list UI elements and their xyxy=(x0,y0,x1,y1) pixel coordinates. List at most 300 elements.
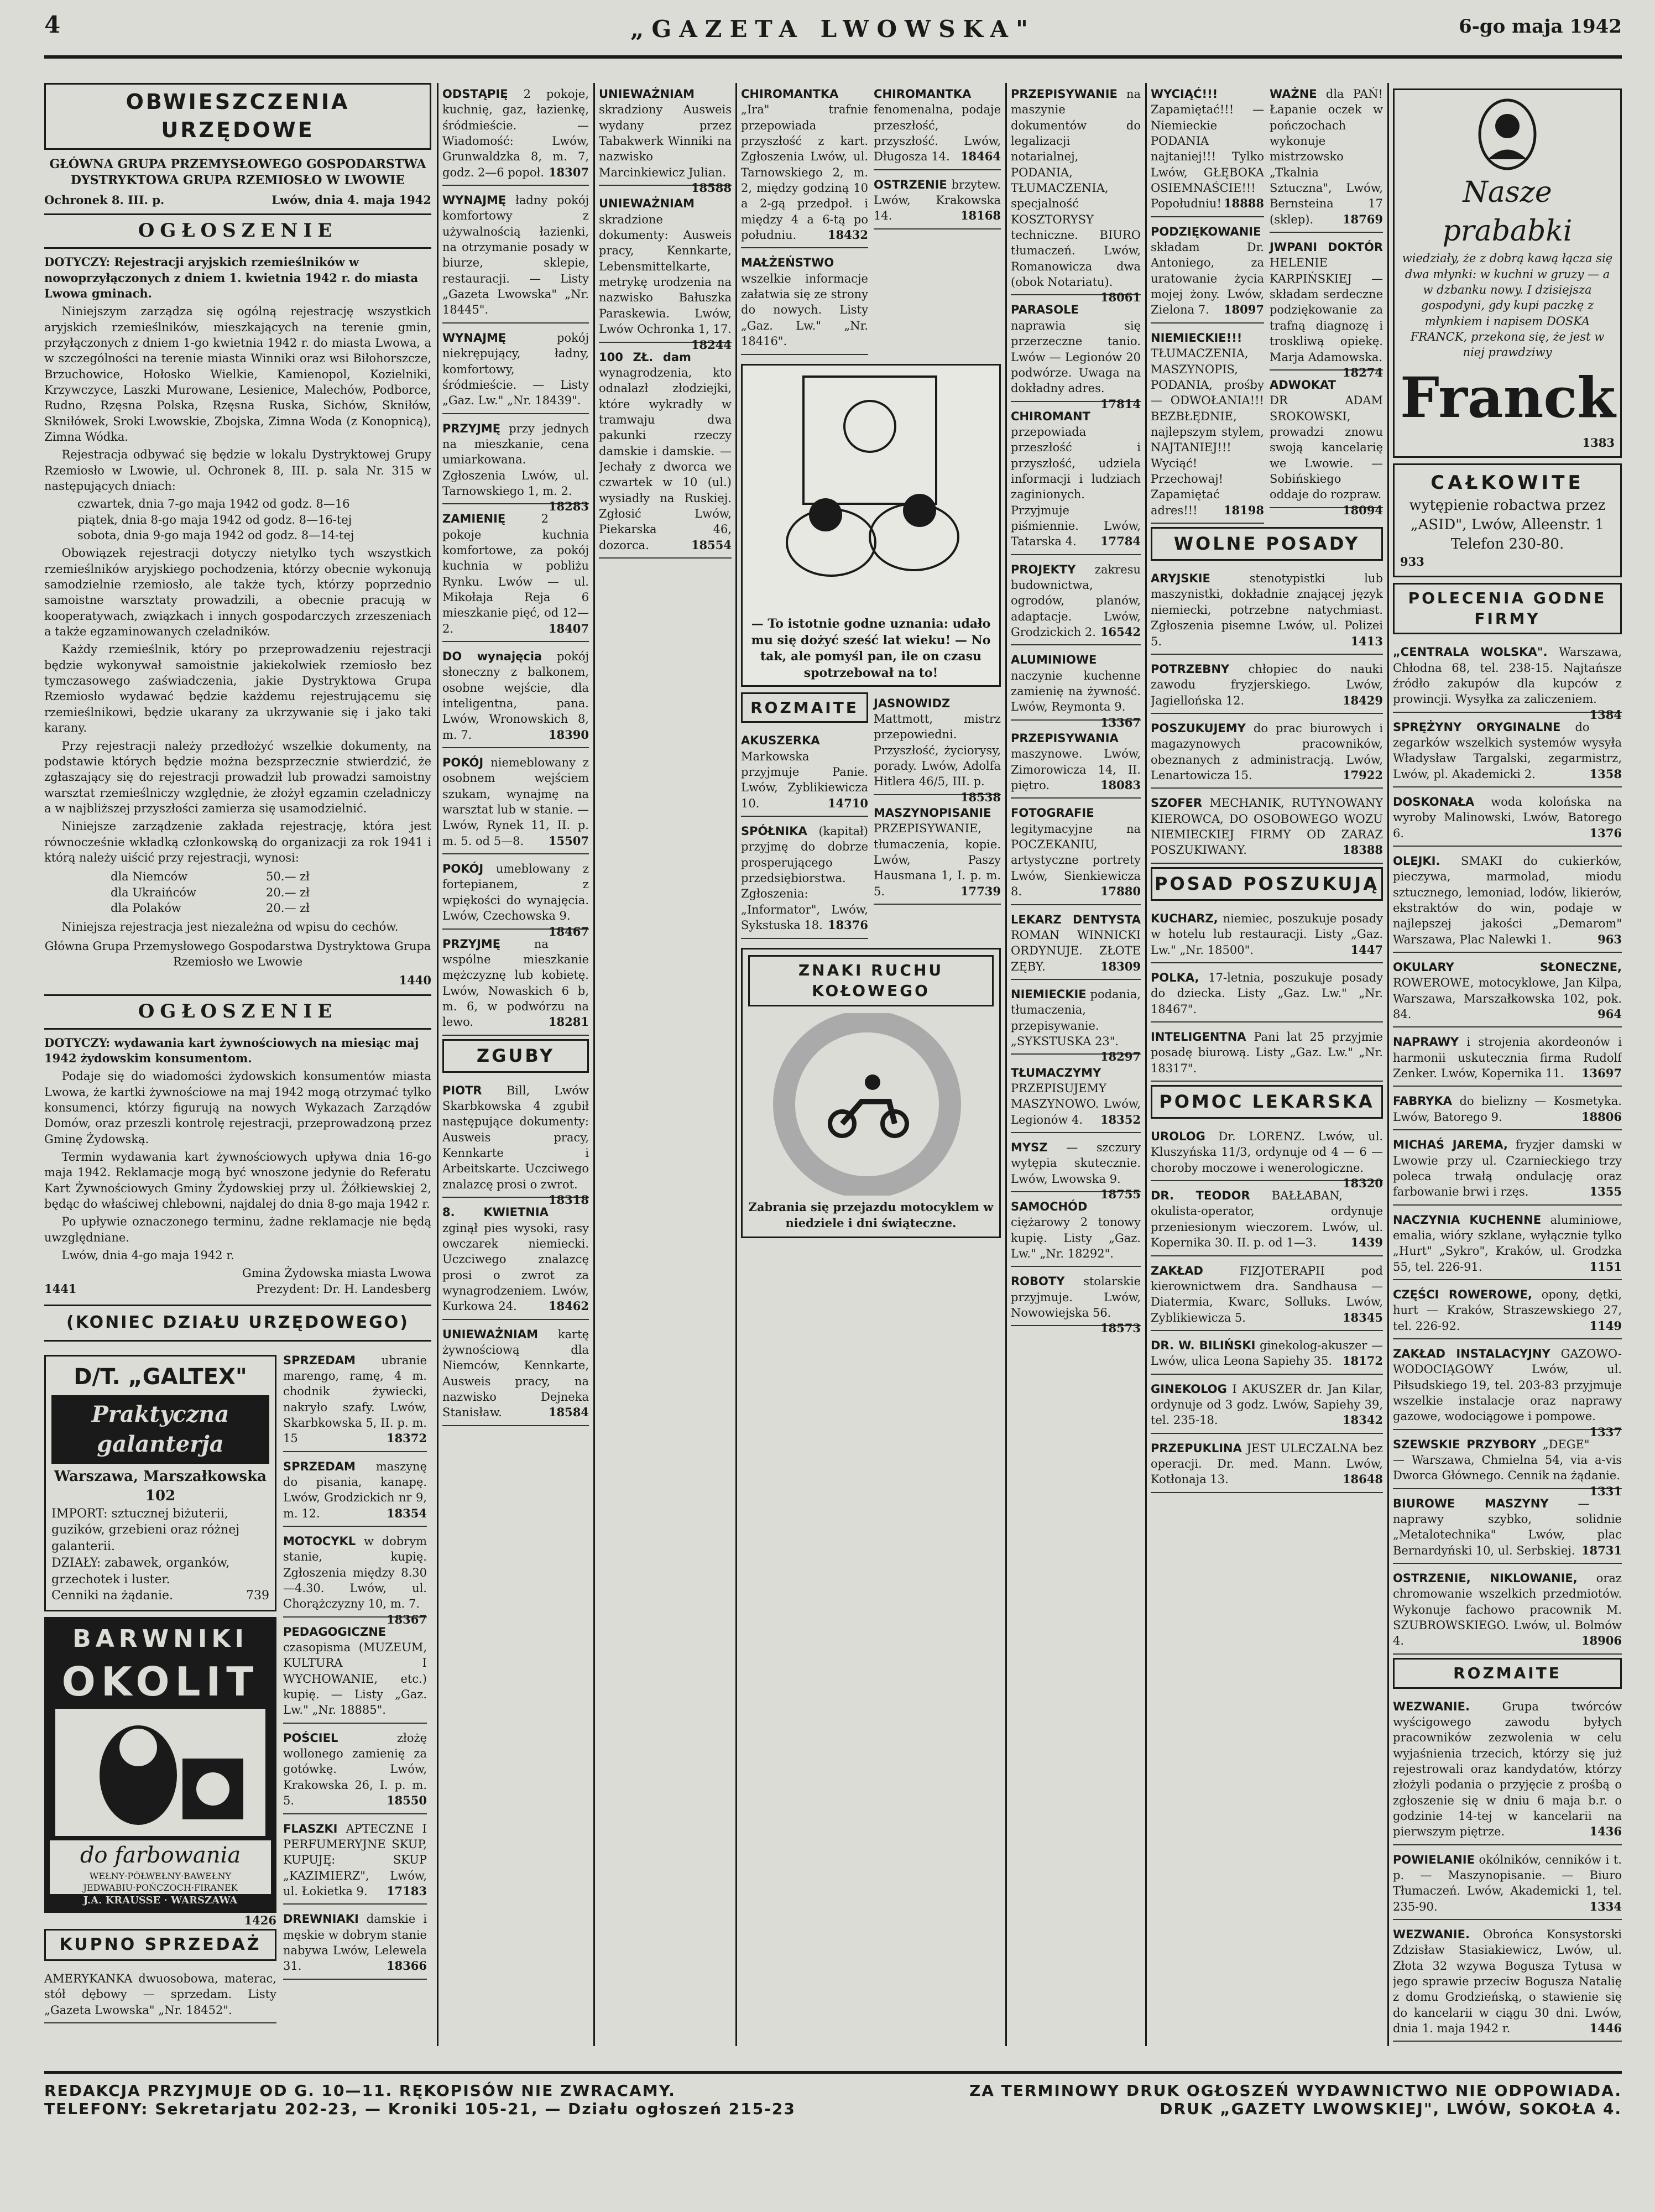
ad-number: 18467 xyxy=(548,924,589,938)
classified-ad xyxy=(442,189,589,324)
classified-ad xyxy=(1151,1378,1383,1434)
ad-text: 2 pokoje, kuchnię, gaz, łazienkę, śródmieście. — Wiadomość: Lwów, Grunwaldzka 8, m. 7, godz. 2—6 popoł. xyxy=(442,87,589,179)
ad-lead: MYSZ xyxy=(1011,1140,1048,1154)
classified-ad xyxy=(1151,1334,1383,1375)
galtex-departments: DZIAŁY: zabawek, organków, grzechotek i luster. xyxy=(51,1556,230,1587)
classified-ad xyxy=(1393,1209,1622,1280)
ad-lead: PRZEPISYWANIE xyxy=(1011,87,1118,101)
ad-number: 18198 xyxy=(1223,503,1264,517)
ad-lead: DOSKONAŁA xyxy=(1393,795,1475,808)
ad-number: 18755 xyxy=(1100,1187,1141,1201)
ad-lead: PRZYJMĘ xyxy=(442,421,501,435)
notice-place-date: Lwów, dnia 4. maja 1942 xyxy=(272,192,431,207)
ad-lead: ALUMINIOWE xyxy=(1011,653,1097,667)
galtex-number: 739 xyxy=(246,1589,269,1603)
okolit-brand: OKOLIT xyxy=(61,1658,259,1705)
ad-number: 18354 xyxy=(386,1506,427,1520)
ad-number: 18388 xyxy=(1342,843,1383,857)
classified-ad xyxy=(1393,1923,1622,2042)
ad-number: 1446 xyxy=(1589,2021,1622,2036)
ad-text: niemeblowany z osobnem wejściem szukam, wynajmę na warsztat lub w stanie. — Lwów, Rynek 11, II. p. m. 5. od 5—8. xyxy=(442,756,589,848)
ad-number: 18309 xyxy=(1100,959,1141,973)
columns xyxy=(44,83,1622,2046)
fee-amount: 50.— zł xyxy=(266,870,310,884)
ad-number: 1149 xyxy=(1589,1318,1622,1333)
ad-text: ginekolog-akuszer — Lwów, ulica Leona Sapiehy 35. xyxy=(1151,1338,1383,1368)
ad-text: zginął pies wysoki, rasy owczarek niemiecki. Uczciwego znalazcę prosi o zwrot za wynagrodzeniem. Lwów, Kurkowa 24. xyxy=(442,1221,589,1313)
ad-text: PRZEPISYWANIE, tłumaczenia, kopie. Lwów, Paszy Hausmana 1, I. p. m. 5. xyxy=(874,822,1001,898)
ad-text: do prac biurowych i magazynowych pracowników, obeznanych z administracją. Lwów, Lenartowicza 15. xyxy=(1151,721,1383,782)
ad-text: 17-letnia, poszukuje posady do dziecka. Listy „Gaz. Lw." „Nr. 18467". xyxy=(1151,971,1383,1016)
classified-ad xyxy=(599,83,732,195)
notice-title: OGŁOSZENIE xyxy=(44,213,431,249)
page-number: 4 xyxy=(44,11,61,38)
classified-ad xyxy=(283,1455,427,1527)
ad-text: PRZEPISUJEMY MASZYNOWO. Lwów, Legionów 4. xyxy=(1011,1081,1141,1126)
ad-lead: CZĘŚCI ROWEROWE, xyxy=(1393,1287,1532,1301)
classified-ad xyxy=(442,418,589,514)
ad-number: 18083 xyxy=(1100,778,1141,792)
ad-number: 1358 xyxy=(1589,766,1622,781)
ad-text: czasopisma (MUZEUM, KULTURA I WYCHOWANIE, etc.) kupię. — Listy „Gaz. Lw." „Nr. 18885". xyxy=(283,1641,427,1717)
ad-lead: 100 ZŁ. dam xyxy=(599,350,691,364)
ad-number: 18297 xyxy=(1100,1050,1141,1064)
galtex-company: D/T. „GALTEX" xyxy=(74,1364,247,1390)
section-header-lost: ZGUBY xyxy=(442,1039,589,1073)
ad-text: oraz chromowanie wszelkich przedmiotów. Wykonuje fachowo pracownik M. SZUBROWSKIEGO. Lwów, ul. Bolmów 4. xyxy=(1393,1572,1622,1648)
classified-ad xyxy=(1393,1343,1622,1439)
page-footer xyxy=(44,2071,1622,2135)
ad-number: 18372 xyxy=(386,1431,427,1446)
notice-paragraph: Podaje się do wiadomości żydowskich konsumentów miasta Lwowa, że kartki żywnościowe na maj 1942 mogą otrzymać tylko konsumenci, którzy figurują na nowych Wykazach Zarządów Domów, oraz przeszli kontrolę rejestracji, przeprowadzoną przez Gminę Żydowską. xyxy=(44,1070,431,1146)
classified-ad xyxy=(1393,1849,1622,1920)
ad-lead: ODSTĄPIĘ xyxy=(442,87,508,101)
ad-text: Warszawa, Chłodna 68, tel. 238-15. Najtańsze źródło zakupów dla kupców z prowincji. Wysyłka za zaliczeniem. xyxy=(1393,645,1622,706)
ad-text: SMAKI do cukierków, pieczywa, marmolad, miodu sztucznego, lemoniad, lodów, likierów, ekstraktów do win, podaje w najlepszej jakości „Demarom" Warszawa, Plac Nalewki 1. xyxy=(1393,854,1622,946)
asid-ad xyxy=(1393,463,1622,577)
classified-ad xyxy=(1011,649,1141,729)
ad-text: naprawia się przerzeczne tanio. Lwów — Legionów 20 podwórze. Uwaga na dokładny adres. xyxy=(1011,319,1141,395)
notice-number: 1440 xyxy=(399,973,431,988)
footer-phones: TELEFONY: Sekretarjatu 202-23, — Kroniki 105-21, — Działu ogłoszeń 215-23 xyxy=(44,2100,796,2118)
classified-ad xyxy=(1393,641,1622,722)
galtex-address: Warszawa, Marszałkowska 102 xyxy=(54,1468,267,1504)
notice-paragraph: Termin wydawania kart żywnościowych upływa dnia 16-go maja 1942. Reklamacje mogą być wnoszone jedynie do Referatu Kart Żywnościowych Gminy Żydowskiej przy ul. Żółkiewskiej 2, będąc do właściwej chlebowni, najdalej do dnia 8-go maja 1942 r. xyxy=(44,1150,431,1211)
notice-paragraph: Każdy rzemieślnik, który po przeprowadzeniu rejestracji będzie wykonywał samoistnie jakiekolwiek rzemiosło bez tymczasowego zaświadczenia, jakie Dystryktowa Grupa Rzemiosło wydawać będzie każdemu rejestrującemu się rzemieślnikowi, będzie ukarany za ukrzywanie się i jako taki karany. xyxy=(44,643,431,735)
classified-ad xyxy=(442,858,589,938)
classified-ad xyxy=(1011,802,1141,905)
ad-lead: POLKA, xyxy=(1151,971,1199,984)
ad-number: 18274 xyxy=(1342,365,1383,379)
classified-ad xyxy=(1393,1433,1622,1498)
portrait-medallion-icon xyxy=(1474,96,1541,173)
ad-lead: SAMOCHÓD xyxy=(1011,1200,1088,1213)
column-2 xyxy=(442,83,589,2046)
ad-text: MECHANIK, RUTYNOWANY KIEROWCA, DO OSOBOWEGO WOZU NIEMIECKIEJ FIRMY OD ZARAZ POSZUKIWANY. xyxy=(1151,796,1383,857)
ad-number: 1439 xyxy=(1350,1235,1383,1250)
classified-ad xyxy=(599,189,732,352)
ad-text: woda kolońska na wyroby Malinowski, Lwów, Batorego 6. xyxy=(1393,795,1622,840)
classified-ad xyxy=(442,1201,589,1319)
column-5 xyxy=(1011,83,1141,2046)
ad-number: 18097 xyxy=(1223,302,1264,317)
asid-headline: CAŁKOWITE xyxy=(1430,472,1584,494)
organization-name: GŁÓWNA GRUPA PRZEMYSŁOWEGO GOSPODARSTWA DYSTRYKTOWA GRUPA RZEMIOSŁO W LWOWIE xyxy=(49,156,426,188)
ad-text: stolarskie przyjmuje. Lwów, Nowowiejska 56. xyxy=(1011,1275,1141,1320)
ad-text: niemiec, poszukuje posady w hotelu lub restauracji. Listy „Gaz. Lw." „Nr. 18500". xyxy=(1151,911,1383,957)
classified-ad xyxy=(442,752,589,854)
classified-ad xyxy=(874,799,1001,905)
ad-text: do bielizny — Kosmetyka. Lwów, Batorego 9. xyxy=(1393,1094,1622,1124)
ad-number: 18648 xyxy=(1342,1472,1383,1486)
ad-lead: POWIELANIE xyxy=(1393,1853,1475,1866)
ad-number: 18367 xyxy=(386,1612,427,1626)
classified-ad xyxy=(1011,299,1141,411)
classified-ad xyxy=(1270,83,1383,233)
ad-text: Dr. LORENZ. Lwów, ul. Kluszyńska 11/3, ordynuje od 4 — 6 — choroby moczowe i wenerologiczne. xyxy=(1151,1130,1383,1175)
classified-ad xyxy=(283,1727,427,1814)
galtex-slogan: Praktyczna galanterja xyxy=(51,1395,269,1464)
ad-text: pokój słoneczny z balkonem, osobne wejście, dla inteligentna, pana. Lwów, Wronowskich 8, m. 7. xyxy=(442,650,589,742)
ad-number: 18318 xyxy=(548,1193,589,1207)
ad-number: 963 xyxy=(1597,932,1622,946)
ad-lead: 8. KWIETNIA xyxy=(442,1206,549,1219)
classified-ad xyxy=(442,508,589,642)
classified-ad xyxy=(1151,907,1383,963)
classified-ad xyxy=(1393,1284,1622,1339)
ad-number: 18345 xyxy=(1342,1310,1383,1324)
ad-number: 18462 xyxy=(548,1299,589,1313)
ad-text: skradzione dokumenty: Ausweis pracy, Kennkarte, Lebensmittelkarte, metrykę urodzenia na nazwisko Bałuszka Paraskewia. Lwów, Lwów Ochronka 1, 17. xyxy=(599,212,732,336)
notice-paragraph: Niniejsza rejestracja jest niezależna od wpisu do cechów. xyxy=(61,920,399,934)
ad-number: 18342 xyxy=(1342,1413,1383,1427)
ad-text: damskie i męskie w dobrym stanie nabywa Lwów, Lelewela 31. xyxy=(283,1912,427,1973)
ad-text: Bill, Lwów Skarbkowska 4 zgubił następujące dokumenty: Ausweis pracy, Kennkarte i Arbeitskarte. Uczciwego znalazcę prosi o zwrot. xyxy=(442,1083,589,1191)
classified-ad xyxy=(1151,1437,1383,1493)
section-header-medical: POMOC LEKARSKA xyxy=(1151,1085,1383,1119)
ad-lead: OSTRZENIE xyxy=(874,178,947,191)
footer-disclaimer: ZA TERMINOWY DRUK OGŁOSZEŃ WYDAWNICTWO NIE ODPOWIADA. xyxy=(969,2081,1622,2100)
classified-ad xyxy=(1011,83,1141,305)
ad-text: ROWEROWE, motocyklowe, Jan Kilpa, Warszawa, Marszałkowska 102, pok. 84. xyxy=(1393,976,1622,1021)
okolit-maker: J.A. KRAUSSE · WARSZAWA xyxy=(83,1894,238,1906)
ad-text: podania, tłumaczenia, przepisywanie. „SYKSTUSKA 23". xyxy=(1011,987,1141,1048)
notice-signature: Gmina Żydowska miasta Lwowa xyxy=(242,1266,431,1280)
classified-ad xyxy=(741,83,868,248)
classified-ad xyxy=(1011,1058,1141,1133)
classified-ad xyxy=(442,1079,589,1207)
footer-printer: DRUK „GAZETY LWOWSKIEJ", LWÓW, SOKOŁA 4. xyxy=(1160,2100,1622,2118)
ad-lead: NACZYNIA KUCHENNE xyxy=(1393,1213,1542,1227)
classified-ad xyxy=(1393,1567,1622,1655)
classified-ad xyxy=(283,1349,427,1452)
classified-ad xyxy=(874,83,1001,170)
ad-lead: WAŻNE xyxy=(1270,87,1317,101)
ad-text: maszynę do pisania, kanapę. Lwów, Grodzickich nr 9, m. 12. xyxy=(283,1459,427,1520)
classified-ad xyxy=(1151,1026,1383,1082)
okolit-number: 1426 xyxy=(244,1913,276,1928)
section-header-misc: ROZMAITE xyxy=(741,692,868,723)
cartoon-caption: — To istotnie godne uznania: udało mu się dożyć sześć lat wieku! — No tak, ale pomyśl pan, ile on czasu spotrzebował na to! xyxy=(751,616,991,680)
ad-lead: MAŁŻEŃSTWO xyxy=(741,256,834,270)
registration-day: sobota, dnia 9-go maja 1942 od godz. 8—14-tej xyxy=(77,529,354,542)
ad-number: 18281 xyxy=(548,1015,589,1029)
ad-lead: ADWOKAT xyxy=(1270,378,1336,392)
column-6 xyxy=(1151,83,1383,2046)
ad-lead: POSZUKUJEMY xyxy=(1151,721,1246,735)
ad-lead: TŁUMACZYMY xyxy=(1011,1066,1101,1079)
ad-lead: NIEMIECKIE!!! xyxy=(1151,331,1242,345)
classified-ad xyxy=(1151,1185,1383,1256)
ad-lead: WYNAJMĘ xyxy=(442,194,507,207)
ad-number: 18172 xyxy=(1342,1354,1383,1368)
classified-ad xyxy=(1011,1196,1141,1267)
franck-ad xyxy=(1393,88,1622,458)
ad-lead: WYCIĄĆ!!! xyxy=(1151,87,1218,101)
ad-text: — naprawy szybko, solidnie „Metalotechnika" Lwów, plac Bernardyński 10, ul. Serbskiej. xyxy=(1393,1496,1622,1557)
ad-number: 964 xyxy=(1597,1007,1622,1021)
classified-ad xyxy=(1393,1695,1622,1845)
ad-lead: PODZIĘKOWANIE xyxy=(1151,225,1261,238)
ad-lead: AKUSZERKA xyxy=(741,734,820,748)
ad-text: skradziony Ausweis wydany przez Tabakwerk Winniki na nazwisko Marcinkiewicz Julian. xyxy=(599,103,732,179)
ad-text: na maszynie dokumentów do legalizacji notarialnej, PODANIA, TŁUMACZENIA, specjalność KOSZTORYSY techniczne. BIURO tłumaczeń. Lwów, Romanowicza dwa (obok Notariatu). xyxy=(1011,87,1141,289)
ad-text: stenotypistki lub maszynistki, dokładnie znającej język niemiecki, potrzebne natychmiast. Zgłoszenia pisemne Lwów, ul. Polizei 5. xyxy=(1151,572,1383,648)
registration-day: piątek, dnia 8-go maja 1942 od godz. 8—16-tej xyxy=(77,513,352,526)
classified-ad xyxy=(741,252,868,354)
franck-text: wiedziały, że z dobrą kawą łącza się dwa młynki: w kuchni w gruzy — a w dzbanku nowy. I dzisiejsza gospodyni, gdy kupi paczkę z młynkiem i napisem DOSKA FRANCK, przekona się, że jest w niej prawdziwy xyxy=(1402,252,1613,359)
classified-ad xyxy=(1151,658,1383,714)
ad-text: Markowska przyjmuje Panie. Lwów, Zyblikiewicza 10. xyxy=(741,749,868,810)
ad-text: w dobrym stanie, kupię. Zgłoszenia między 8.30—4.30. Lwów, ul. Chorążczyzny 10, m. 7. xyxy=(283,1535,427,1611)
ad-text: chłopiec do nauki zawodu fryzjerskiego. Lwów, Jagiellońska 12. xyxy=(1151,662,1383,707)
ad-text: przepowiada przeszłość i przyszłość, udziela informacji i ludziach zaginionych. Przyjmuje piśmiennie. Lwów, Tatarska 4. xyxy=(1011,425,1141,549)
section-header-official: OBWIESZCZENIA URZĘDOWE xyxy=(44,83,431,150)
ad-lead: UNIEWAŻNIAM xyxy=(442,1327,539,1341)
ad-text: opony, dętki, hurt — Kraków, Straszewskiego 27, tel. 226-92. xyxy=(1393,1287,1622,1333)
ad-lead: DR. W. BILIŃSKI xyxy=(1151,1338,1256,1352)
ad-number: 18320 xyxy=(1342,1176,1383,1191)
ad-text: ubranie marengo, ramę, 4 m. chodnik żywiecki, nakryło szafy. Lwów, Skarbkowska 5, II. p. m. 15 xyxy=(283,1353,427,1446)
ad-lead: „CENTRALA WOLSKA". xyxy=(1393,645,1548,659)
ad-lead: ARYJSKIE xyxy=(1151,572,1210,586)
classified-ad xyxy=(1270,374,1383,517)
ad-text: DR ADAM SROKOWSKI, prowadzi znowu swoją kancelarię we Lwowie. — Sobińskiego oddaje do rozpraw. xyxy=(1270,394,1383,502)
classified-ad xyxy=(283,1908,427,1979)
ad-lead: LEKARZ DENTYSTA xyxy=(1011,912,1141,926)
ad-text: naczynie kuchenne zamienię na żywność. Lwów, Reymonta 9. xyxy=(1011,669,1141,714)
ad-number: 1334 xyxy=(1589,1899,1622,1913)
ad-number: 18806 xyxy=(1581,1109,1622,1124)
ad-lead: POŚCIEL xyxy=(283,1731,338,1745)
notice-signature: Prezydent: Dr. H. Landesberg xyxy=(256,1282,431,1296)
column-official-notices xyxy=(44,83,431,2046)
franck-headline: Nasze prababki xyxy=(1442,176,1573,248)
classified-ad xyxy=(283,1530,427,1626)
galtex-import: IMPORT: sztucznej biżuterii, guzików, grzebieni oraz różnej galanterii. xyxy=(51,1506,240,1554)
ad-lead: FLASZKI xyxy=(283,1822,338,1835)
section-header-jobs-offered: WOLNE POSADY xyxy=(1151,527,1383,561)
ad-number: 18352 xyxy=(1100,1112,1141,1126)
classified-ad xyxy=(741,729,868,817)
ad-text: Mattmott, mistrz przepowiedni. Przyszłość, życiorysy, porady. Lwów, Adolfa Hitlera 46/5, III. p. xyxy=(874,712,1001,789)
ad-lead: JWPANI DOKTÓR xyxy=(1270,241,1383,254)
ad-lead: POTRZEBNY xyxy=(1151,662,1230,676)
ad-number: 18283 xyxy=(548,499,589,514)
ad-text: — szczury wytępia skutecznie. Lwów, Lwowska 9. xyxy=(1011,1140,1141,1186)
ad-lead: POKÓJ xyxy=(442,862,484,876)
ad-text: dla PAŃ! Łapanie oczek w pończochach wykonuje mistrzowsko „Tkalnia Sztuczna", Lwów, Bernsteina 17 (sklep). xyxy=(1270,87,1383,226)
notice-paragraph: Po upływie oznaczonego terminu, żadne reklamacje nie będą uwzględniane. xyxy=(44,1215,431,1244)
ad-number: 1151 xyxy=(1589,1259,1622,1274)
classified-ad xyxy=(442,645,589,748)
classified-ad xyxy=(1011,1270,1141,1335)
ad-lead: MOTOCYKL xyxy=(283,1535,356,1548)
ad-lead: PRZYJMĘ xyxy=(442,937,501,951)
ad-lead: CHIROMANTKA xyxy=(741,87,839,101)
okolit-materials: WEŁNY·PÓŁWEŁNY·BAWEŁNY JEDWABIU·POŃCZOCH·FIRANEK xyxy=(50,1870,271,1894)
ad-number: 18731 xyxy=(1581,1543,1622,1557)
column-4 xyxy=(741,83,1001,2046)
ad-number: 17739 xyxy=(960,884,1001,898)
ad-text: Pani lat 25 przyjmie posadę biurową. Listy „Gaz. Lw." „Nr. 18317". xyxy=(1151,1030,1383,1075)
ad-lead: FOTOGRAFIE xyxy=(1011,806,1094,820)
ad-number: 1413 xyxy=(1350,634,1383,648)
ad-lead: WEZWANIE. xyxy=(1393,1928,1470,1942)
classified-ad xyxy=(1393,956,1622,1027)
ad-lead: BIUROWE MASZYNY xyxy=(1393,1496,1549,1510)
classified-ad xyxy=(1011,1136,1141,1201)
ad-number: 18376 xyxy=(827,918,868,932)
ad-lead: PRZEPUKLINA xyxy=(1151,1441,1242,1455)
galtex-ad xyxy=(44,1355,276,1611)
classified-ad xyxy=(1151,1125,1383,1191)
classified-ad xyxy=(1151,221,1264,324)
notice-subject: DOTYCZY: Rejestracji aryjskich rzemieślników w nowoprzyłączonych z dniem 1. kwietnia 1942 r. do miasta Lwowa gminach. xyxy=(44,255,419,300)
ad-number: 17784 xyxy=(1100,534,1141,549)
ad-number: 17183 xyxy=(386,1884,427,1898)
classified-ad xyxy=(1011,909,1141,980)
ad-number: 13367 xyxy=(1100,715,1141,729)
ad-text: przy jednych na mieszkanie, cena umiarkowana. Zgłoszenia Lwów, ul. Tarnowskiego 1, m. 2. xyxy=(442,421,589,498)
classified-ad xyxy=(1011,724,1141,799)
ad-text: brzytew. Lwów, Krakowska 14. xyxy=(874,178,1001,223)
okolit-illustration xyxy=(55,1709,265,1836)
classified-ad xyxy=(1011,559,1141,646)
column-1-ads xyxy=(283,1349,427,2027)
registration-day: czwartek, dnia 7-go maja 1942 od godz. 8—16 xyxy=(77,497,350,511)
ad-text: ładny pokój komfortowy z używalnością łazienki, na otrzymanie posady w biurze, sklepie, restauracji. — Listy „Gazeta Lwowska" „Nr. 18445". xyxy=(442,194,589,317)
classified-ad xyxy=(1151,327,1264,524)
fee-group: dla Niemców xyxy=(111,870,188,884)
ad-lead: FABRYKA xyxy=(1393,1094,1452,1108)
classified-ad xyxy=(442,327,589,414)
ad-lead: SPRZEDAM xyxy=(283,1459,356,1473)
ad-text: 2 pokoje kuchnia komfortowe, za pokój kuchnia w pobliżu Rynku. Lwów — ul. Mikołaja Reja 6 mieszkanie pięć, od 12—2. xyxy=(442,512,589,635)
ad-number: 18573 xyxy=(1100,1321,1141,1335)
ad-lead: MASZYNOPISANIE xyxy=(874,806,991,820)
ad-number: 18584 xyxy=(548,1405,589,1420)
ad-text: I AKUSZER dr. Jan Kilar, ordynuje od 3 godz. Lwów, Sapiehy 39, tel. 235-18. xyxy=(1151,1382,1383,1427)
classified-ad xyxy=(1393,716,1622,787)
classified-ad xyxy=(283,1818,427,1905)
notice-signature: Główna Grupa Przemysłowego Gospodarstwa Dystryktowa Grupa Rzemiosło we Lwowie xyxy=(44,939,431,968)
cartoon xyxy=(741,364,1001,687)
ad-lead: SPRĘŻYNY ORYGINALNE xyxy=(1393,720,1561,734)
ad-number: 18429 xyxy=(1342,693,1383,707)
ad-text: fenomenalna, podaje przeszłość, przyszłość. Lwów, Długosza 14. xyxy=(874,103,1001,164)
ad-lead: GINEKOLOG xyxy=(1151,1382,1227,1396)
ad-number: 18588 xyxy=(691,181,732,195)
classified-ad xyxy=(442,83,589,186)
classified-ad xyxy=(442,1323,589,1426)
ad-text: ROMAN WINNICKI ORDYNUJE. ZŁOTE ZĘBY. xyxy=(1011,928,1141,973)
ad-number: 18366 xyxy=(386,1959,427,1973)
ad-text: Zapamiętać!!! — Niemieckie PODANIA najtaniej!!! Tylko Lwów, GŁĘBOKA OSIEMNAŚCIE!!! Popołudniu! xyxy=(1151,103,1264,211)
ad-number: 18538 xyxy=(960,790,1001,804)
ad-text: złożę wollonego zamienię za gotówkę. Lwów, Krakowska 26, I. p. m. 5. xyxy=(283,1731,427,1808)
ad-text: FIZJOTERAPII pod kierownictwem dra. Sandhausa — Diatermia, Kwarc, Solluks. Lwów, Zyblikiewicza 5. xyxy=(1151,1264,1383,1324)
ad-lead: UROLOG xyxy=(1151,1130,1205,1144)
classified-ad xyxy=(874,174,1001,229)
ad-text: kartę żywnościową dla Niemców, Kennkarte, Ausweis pracy, na nazwisko Dejneka Stanisław. xyxy=(442,1327,589,1420)
ad-lead: JASNOWIDZ xyxy=(874,696,951,710)
ad-text: okólników, cenników i t. p. — Maszynopisanie. — Biuro Tłumaczeń. Lwów, Akademicki 1, tel. 235-90. xyxy=(1393,1853,1622,1913)
traffic-signs-box xyxy=(741,948,1001,1239)
ad-lead: PRZEPISYWANIA xyxy=(1011,732,1119,745)
notice-paragraph: Niniejszym zarządza się ogólną rejestrację wszystkich aryjskich rzemieślników, mieszkających na terenie gmin, przyłączonych z dniem 1-go kwietnia 1942 r. do miasta Lwowa, a w szczególności na terenie miasta Winniki oraz wsi Biłohorszcze, Brzuchowice, Hołosko Wielkie, Kamienopol, Kozielniki, Krzywczyce, Laszki Murowane, Lesienice, Malechów, Podborce, Rudno, Rzęsna Polska, Rzęsna Ruska, Sichów, Skniłów, Skniłówek, Sroki Lwowskie, Zbojska, Zimna Woda (z Konopnicą), Zimna Wódka. xyxy=(44,305,431,444)
notice-subject: DOTYCZY: wydawania kart żywnościowych na miesiąc maj 1942 żydowskim konsumentom. xyxy=(44,1035,419,1065)
notice-paragraph: Obowiązek rejestracji dotyczy nietylko tych wszystkich rzemieślników aryjskiego pochodzenia, którzy obecnie wykonują samodzielnie rzemiosło, ale także tych, którzy poprzednio samoistne warsztaty prowadzili, a obecnie pracują w kooperatywach, związkach i innych gospodarczych zrzeszeniach a także egzaminowanych czeladników. xyxy=(44,546,431,639)
ad-text: wszelkie informacje załatwia się ze strony do nowych. Listy „Gaz. Lw." „Nr. 18416". xyxy=(741,272,868,348)
ad-lead: PARASOLE xyxy=(1011,303,1079,317)
traffic-signs-header: ZNAKI RUCHU KOŁOWEGO xyxy=(748,955,994,1007)
galtex-catalog: Cenniki na żądanie. xyxy=(51,1589,173,1603)
notice-title: OGŁOSZENIE xyxy=(44,994,431,1030)
classified-ad xyxy=(1151,717,1383,789)
ad-lead: SZOFER xyxy=(1151,796,1203,810)
ad-lead: UNIEWAŻNIAM xyxy=(599,197,695,211)
ad-text: AMERYKANKA dwuosobowa, materac, stół dębowy — sprzedam. Listy „Gazeta Lwowska" „Nr. 18452". xyxy=(44,1972,276,2017)
classified-ad xyxy=(1151,792,1383,863)
ad-lead: SPÓŁNIKA xyxy=(741,825,807,838)
fee-table xyxy=(111,869,431,916)
classified-ad xyxy=(1393,1134,1622,1205)
ad-lead: OLEJKI. xyxy=(1393,854,1440,868)
ad-number: 16542 xyxy=(1100,625,1141,639)
classified-ad xyxy=(1151,567,1383,655)
ad-number: 18769 xyxy=(1342,212,1383,226)
ad-text: maszynowe. Lwów, Zimorowicza 14, II. piętro. xyxy=(1011,747,1141,792)
okolit-ad xyxy=(44,1617,276,1913)
ad-number: 18464 xyxy=(960,149,1001,164)
ad-lead: DR. TEODOR xyxy=(1151,1189,1250,1203)
ad-lead: SZEWSKIE PRZYBORY xyxy=(1393,1437,1537,1451)
classified-ad xyxy=(1270,236,1383,379)
ad-text: APTECZNE I PERFUMERYJNE SKUP, KUPUJĘ: SKUP „KAZIMIERZ", Lwów, ul. Łokietka 9. xyxy=(283,1822,427,1898)
notice-date: Lwów, dnia 4-go maja 1942 r. xyxy=(61,1249,234,1262)
classified-ad xyxy=(1393,850,1622,953)
ad-lead: INTELIGENTNA xyxy=(1151,1030,1246,1044)
ad-number: 18550 xyxy=(386,1793,427,1808)
footer-editorial: REDAKCJA PRZYJMUJE OD G. 10—11. RĘKOPISÓW NIE ZWRACAMY. xyxy=(44,2081,676,2100)
classified-ad xyxy=(1151,1260,1383,1331)
ad-number: 18061 xyxy=(1100,290,1141,305)
fee-group: dla Polaków xyxy=(111,901,181,915)
ad-text: Obrońca Konsystorski Zdzisław Stasiakiewicz, Lwów, ul. Złota 32 wzywa Bogusza Tytusa w jego sprawie przeciw Bogusza Natalię z domu Grodzieńską, o stawienie się do kancelarii w ciągu 30 dni. Lwów, dnia 1. maja 1942 r. xyxy=(1393,1928,1622,2036)
ad-number: 1436 xyxy=(1589,1824,1622,1839)
ad-text: aluminiowe, emalia, wióry szklane, wyłącznie tylko „Hurt" „Sykro", Kraków, ul. Grodzka 55, tel. 226-91. xyxy=(1393,1213,1622,1274)
